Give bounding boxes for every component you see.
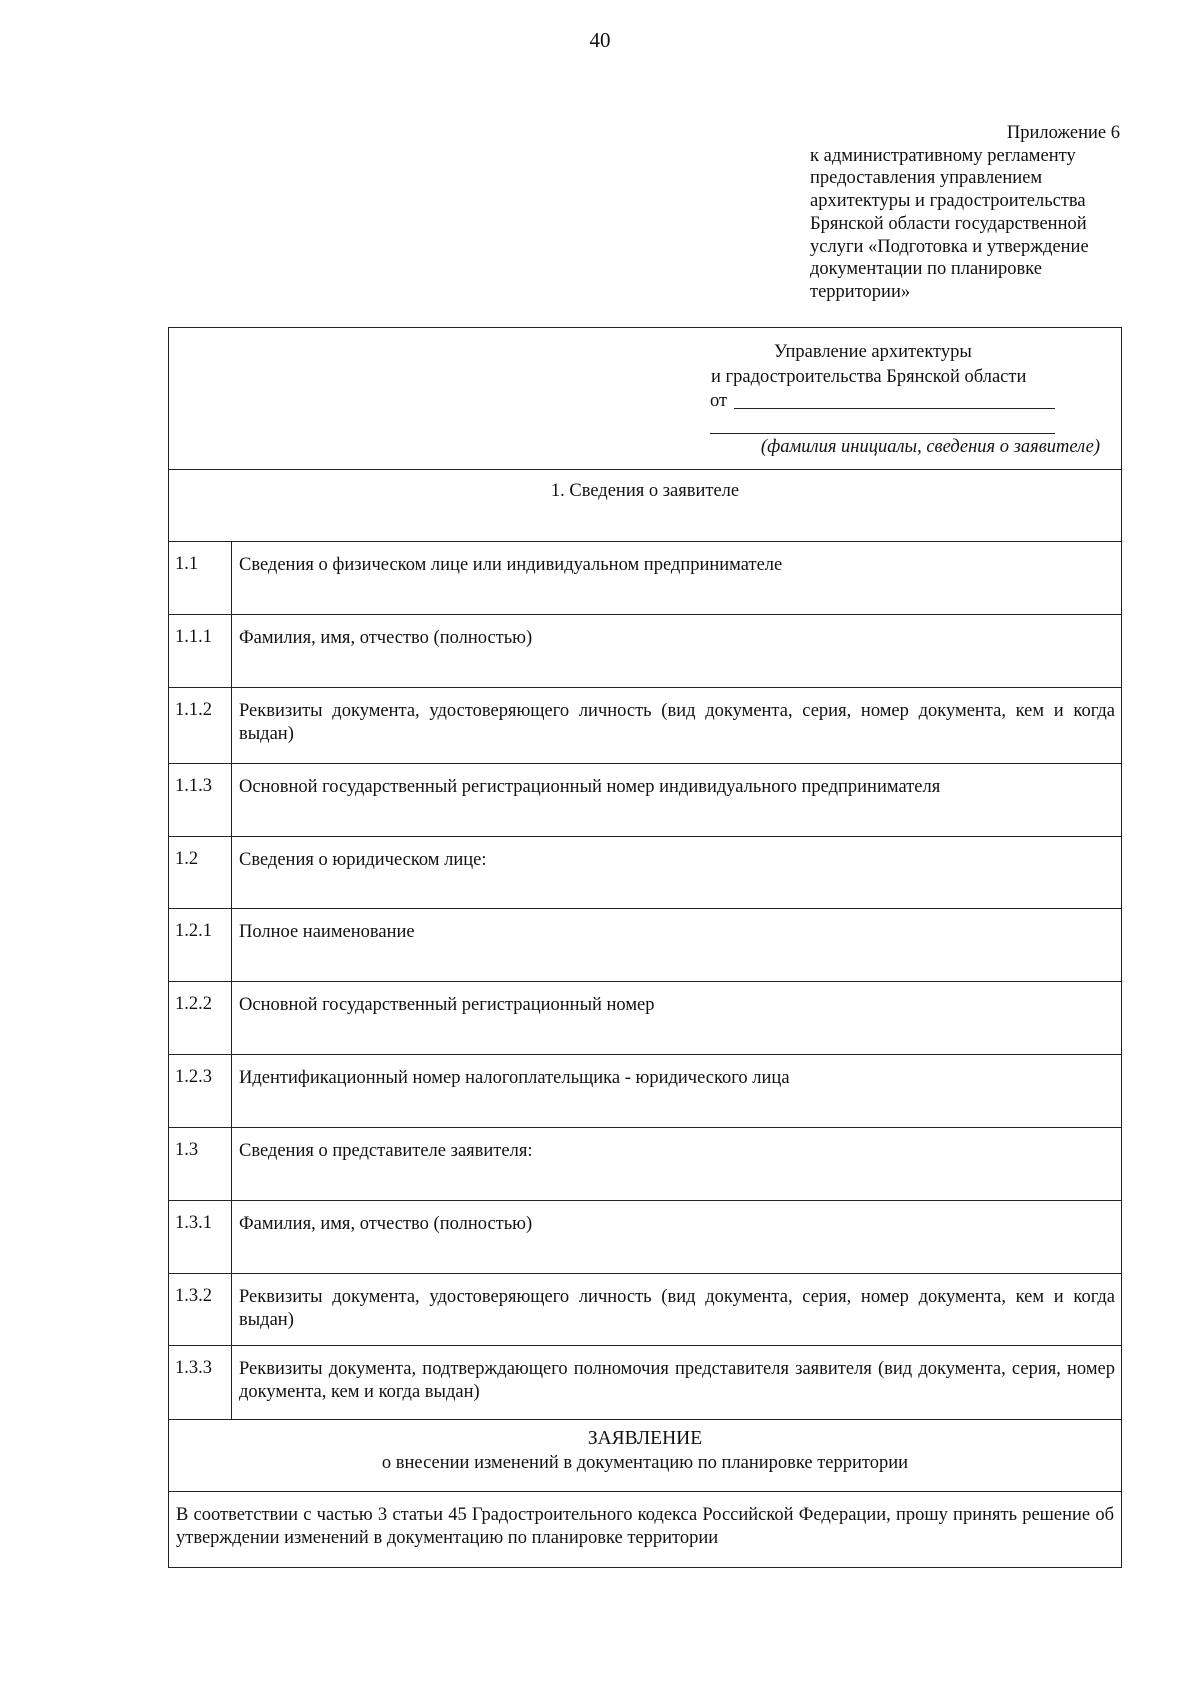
table-row: [169, 1128, 1121, 1201]
row-number: 1.3.1: [169, 1201, 232, 1273]
row-text[interactable]: Идентификационный номер налогоплательщика - юридического лица: [239, 1068, 790, 1088]
table-row: [169, 542, 1121, 615]
row-text[interactable]: Фамилия, имя, отчество (полностью): [239, 1214, 533, 1234]
appendix-header: [810, 122, 1120, 304]
applicant-field-line-1[interactable]: [734, 408, 1055, 409]
row-number: 1.3: [169, 1128, 232, 1200]
row-number: 1.2: [169, 837, 232, 908]
table-row: [169, 615, 1121, 688]
section-title: 1. Сведения о заявителе: [169, 470, 1121, 542]
appendix-line: предоставления управлением: [810, 168, 1043, 189]
table-row: [169, 1201, 1121, 1274]
row-number: 1.1: [169, 542, 232, 614]
row-text[interactable]: Реквизиты документа, удостоверяющего личность (вид документа, серия, номер документа, кем и когда выдан): [239, 701, 1115, 744]
table-row: [169, 1274, 1121, 1346]
addressee-line-1: Управление архитектуры: [774, 342, 972, 362]
addressee-block: [169, 328, 1121, 470]
row-text[interactable]: Реквизиты документа, подтверждающего полномочия представителя заявителя (вид документа, серия, номер документа, кем и когда выдан): [239, 1359, 1115, 1402]
appendix-line: документации по планировке: [810, 259, 1042, 280]
row-number: 1.2.3: [169, 1055, 232, 1127]
row-number: 1.3.3: [169, 1346, 232, 1419]
from-label: от: [710, 391, 728, 411]
statement-subtitle: о внесении изменений в документацию по планировке территории: [381, 1453, 909, 1473]
table-row: [169, 837, 1121, 909]
application-form: [168, 327, 1122, 1568]
appendix-line: архитектуры и градостроительства: [810, 191, 1086, 212]
row-text[interactable]: Реквизиты документа, удостоверяющего личность (вид документа, серия, номер документа, кем и когда выдан): [239, 1287, 1115, 1330]
appendix-line: Приложение 6: [1006, 123, 1120, 143]
addressee-line-2: и градостроительства Брянской области: [711, 367, 1027, 387]
table-row: [169, 1346, 1121, 1420]
row-number: 1.1.2: [169, 688, 232, 763]
addressee-note: (фамилия инициалы, сведения о заявителе): [760, 437, 1100, 457]
table-row: [169, 688, 1121, 764]
row-text[interactable]: Фамилия, имя, отчество (полностью): [239, 628, 533, 648]
table-row: [169, 1055, 1121, 1128]
table-row: [169, 982, 1121, 1055]
row-number: 1.2.2: [169, 982, 232, 1054]
table-row: [169, 764, 1121, 837]
row-number: 1.1.1: [169, 615, 232, 687]
row-text[interactable]: Полное наименование: [239, 922, 415, 942]
row-text[interactable]: Основной государственный регистрационный номер индивидуального предпринимателя: [239, 777, 941, 797]
statement-body: В соответствии с частью 3 статьи 45 Градостроительного кодекса Российской Федерации, прошу принять решение об утверждении изменений в документацию по планировке территории: [176, 1505, 1114, 1548]
statement-title: ЗАЯВЛЕНИЕ: [587, 1428, 703, 1449]
appendix-line: услуги «Подготовка и утверждение: [810, 236, 1089, 257]
applicant-field-line-2[interactable]: [710, 433, 1055, 434]
row-text[interactable]: Основной государственный регистрационный номер: [239, 995, 655, 1015]
row-number: 1.3.2: [169, 1274, 232, 1345]
row-text[interactable]: Сведения о юридическом лице:: [239, 850, 487, 870]
appendix-line: к административному регламенту: [810, 145, 1076, 166]
row-text[interactable]: Сведения о представителе заявителя:: [239, 1141, 533, 1161]
table-row: [169, 909, 1121, 982]
row-number: 1.2.1: [169, 909, 232, 981]
appendix-line: территории»: [810, 281, 911, 302]
statement-header: [169, 1420, 1121, 1492]
page-number: 40: [589, 28, 611, 52]
appendix-line: Брянской области государственной: [810, 213, 1087, 234]
row-text[interactable]: Сведения о физическом лице или индивидуальном предпринимателе: [239, 555, 783, 575]
row-number: 1.1.3: [169, 764, 232, 836]
